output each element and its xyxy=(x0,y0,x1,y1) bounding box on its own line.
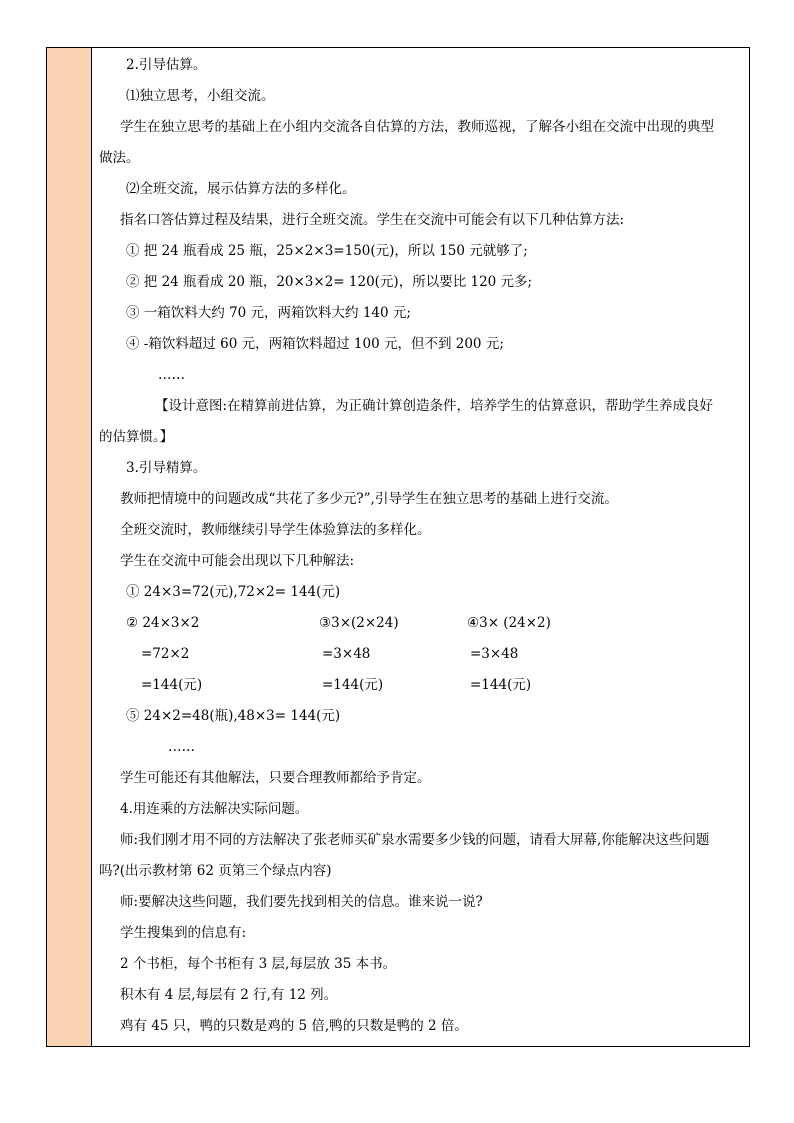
heading-practical: 4.用连乘的方法解决实际问题。 xyxy=(120,801,309,817)
paragraph-teacher-question: 教师把情境中的问题改成“共花了多少元?”,引导学生在独立思考的基础上进行交流。 xyxy=(120,491,618,507)
design-intent: 【设计意图:在精算前进估算，为正确计算创造条件，培养学生的估算意识，帮助学生养成良好 xyxy=(155,398,714,414)
solution-2-result: =144(元) xyxy=(141,677,203,693)
estimate-method-2: ② 把 24 瓶看成 20 瓶，20×3×2= 120(元)，所以要比 120 元多; xyxy=(126,274,533,290)
estimate-method-4: ④ -箱饮料超过 60 元，两箱饮料超过 100 元，但不到 200 元; xyxy=(126,336,504,352)
estimate-method-1: ① 把 24 瓶看成 25 瓶，25×2×3=150(元)，所以 150 元就够了; xyxy=(126,243,528,259)
info-bookcase: 2 个书柜，每个书柜有 3 层,每层放 35 本书。 xyxy=(120,956,397,972)
design-intent-cont: 的估算惯。】 xyxy=(99,429,174,445)
paragraph-affirm: 学生可能还有其他解法，只要合理教师都给予肯定。 xyxy=(120,770,431,786)
step-class-exchange: ⑵全班交流，展示估算方法的多样化。 xyxy=(126,181,356,197)
ellipsis-1: …… xyxy=(158,367,185,383)
side-column xyxy=(47,48,92,1046)
paragraph-teacher-screen: 师:我们刚才用不同的方法解决了张老师买矿泉水需要多少钱的问题，请看大屏幕,你能解决这些问题 xyxy=(120,832,710,848)
paragraph-group-exchange-cont: 做法。 xyxy=(99,150,140,166)
solution-3: ③3×(2×24) xyxy=(319,615,399,631)
info-chickens-ducks: 鸡有 45 只，鸭的只数是鸡的 5 倍,鸭的只数是鸭的 2 倍。 xyxy=(120,1018,468,1034)
solution-4: ④3× (24×2) xyxy=(467,615,551,631)
solution-3-step-1: =3×48 xyxy=(322,646,371,662)
solution-4-step-1: =3×48 xyxy=(470,646,519,662)
step-independent-thinking: ⑴独立思考，小组交流。 xyxy=(126,88,275,104)
paragraph-info-collected: 学生搜集到的信息有: xyxy=(120,925,247,941)
solution-2: ② 24×3×2 xyxy=(126,615,200,631)
lesson-content xyxy=(93,48,749,1046)
solution-4-result: =144(元) xyxy=(470,677,532,693)
estimate-method-3: ③ 一箱饮料大约 70 元，两箱饮料大约 140 元; xyxy=(126,305,411,321)
solution-3-result: =144(元) xyxy=(322,677,384,693)
lesson-table xyxy=(46,47,750,1047)
paragraph-solutions-intro: 学生在交流中可能会出现以下几种解法: xyxy=(120,553,355,569)
paragraph-oral-answer: 指名口答估算过程及结果，进行全班交流。学生在交流中可能会有以下几种估算方法: xyxy=(120,212,625,228)
info-blocks: 积木有 4 层,每层有 2 行,有 12 列。 xyxy=(120,987,338,1003)
solution-2-step-1: =72×2 xyxy=(141,646,190,662)
paragraph-find-info: 师:要解决这些问题，我们要先找到相关的信息。谁来说一说? xyxy=(120,894,483,910)
paragraph-group-exchange: 学生在独立思考的基础上在小组内交流各自估算的方法，教师巡视，了解各小组在交流中出现的典型 xyxy=(120,119,714,135)
heading-estimate: 2.引导估算。 xyxy=(126,57,207,73)
solution-5: ⑤ 24×2=48(瓶),48×3= 144(元) xyxy=(126,708,341,724)
solution-1: ① 24×3=72(元),72×2= 144(元) xyxy=(126,584,341,600)
paragraph-teacher-screen-cont: 吗?(出示教材第 62 页第三个绿点内容) xyxy=(99,863,332,879)
ellipsis-2: …… xyxy=(168,739,195,755)
paragraph-class-diversity: 全班交流时，教师继续引导学生体验算法的多样化。 xyxy=(120,522,431,538)
heading-precise: 3.引导精算。 xyxy=(126,460,207,476)
